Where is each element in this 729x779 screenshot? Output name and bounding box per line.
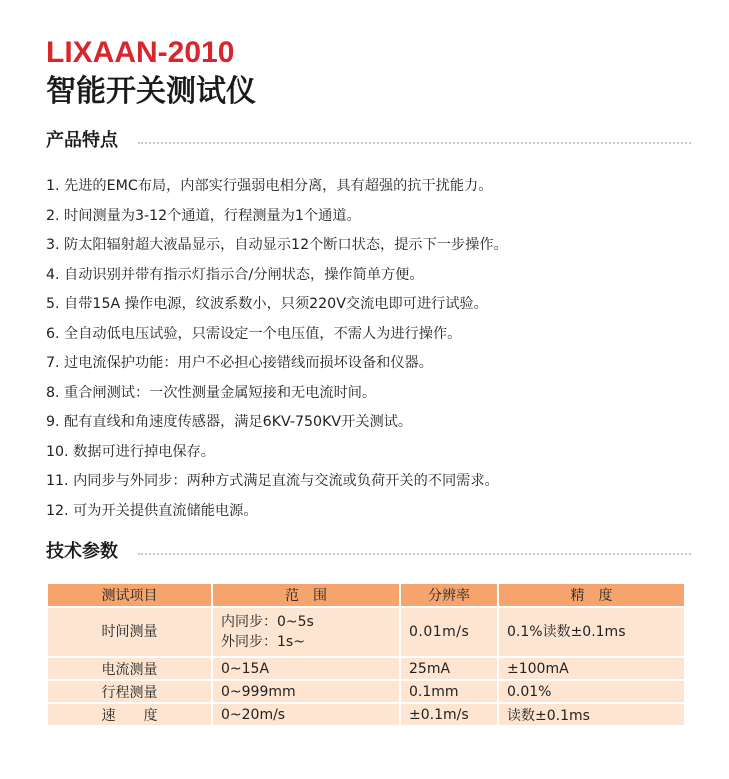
list-item: 10. 数据可进行掉电保存。 [46, 443, 215, 460]
dotted-divider [138, 553, 691, 555]
table-header-row [47, 583, 685, 607]
cell-item: 速 度 [47, 703, 212, 726]
cell-range: 0~999mm [212, 680, 400, 703]
header-item: 测试项目 [47, 583, 212, 607]
features-section-header [46, 126, 691, 152]
params-section-title: 技术参数 [46, 541, 118, 562]
list-item: 1. 先进的EMC布局，内部实行强弱电相分离，具有超强的抗干扰能力。 [46, 178, 493, 194]
cell-accuracy: 读数±0.1ms [498, 703, 685, 726]
cell-item: 行程测量 [47, 680, 212, 703]
header-range: 范 围 [212, 583, 400, 607]
list-item: 9. 配有直线和角速度传感器，满足6KV-750KV开关测试。 [46, 414, 413, 430]
cell-item: 电流测量 [47, 657, 212, 680]
cell-accuracy: 0.1%读数±0.1ms [498, 607, 685, 657]
range-line: 内同步：0~5s [221, 614, 314, 630]
range-line: 外同步：1s~ [221, 634, 305, 650]
dotted-divider [138, 142, 691, 144]
list-item: 6. 全自动低电压试验，只需设定一个电压值，不需人为进行操作。 [46, 325, 462, 342]
model-number: LIXAAN-2010 [46, 36, 235, 69]
cell-range [212, 607, 400, 657]
cell-resolution: 0.1mm [400, 680, 498, 703]
list-item: 2. 时间测量为3-12个通道，行程测量为1个通道。 [46, 207, 361, 224]
params-table [46, 582, 686, 727]
header-accuracy: 精 度 [498, 583, 685, 607]
table-row [47, 703, 685, 726]
list-item: 11. 内同步与外同步：两种方式满足直流与交流或负荷开关的不同需求。 [46, 473, 499, 489]
product-title: 智能开关测试仪 [46, 74, 256, 109]
cell-resolution: 0.01m/s [400, 607, 498, 657]
cell-range: 0~20m/s [212, 703, 400, 726]
list-item: 3. 防太阳辐射超大液晶显示，自动显示12个断口状态，提示下一步操作。 [46, 237, 508, 253]
list-item: 8. 重合闸测试：一次性测量金属短接和无电流时间。 [46, 384, 377, 401]
list-item: 12. 可为开关提供直流储能电源。 [46, 502, 258, 519]
header-resolution: 分辨率 [400, 583, 498, 607]
cell-resolution: 25mA [400, 657, 498, 680]
cell-resolution: ±0.1m/s [400, 703, 498, 726]
table-row [47, 680, 685, 703]
list-item: 4. 自动识别并带有指示灯指示合/分闸状态，操作简单方便。 [46, 266, 424, 283]
cell-accuracy: 0.01% [498, 680, 685, 703]
cell-accuracy: ±100mA [498, 657, 685, 680]
list-item: 5. 自带15A 操作电源，纹波系数小，只须220V交流电即可进行试验。 [46, 296, 488, 312]
cell-range: 0~15A [212, 657, 400, 680]
table-row [47, 607, 685, 657]
table-row [47, 657, 685, 680]
features-section-title: 产品特点 [46, 130, 118, 151]
params-section-header [46, 537, 691, 563]
cell-item: 时间测量 [47, 607, 212, 657]
list-item: 7. 过电流保护功能：用户不必担心接错线而损坏设备和仪器。 [46, 355, 433, 371]
feature-list [46, 172, 696, 526]
